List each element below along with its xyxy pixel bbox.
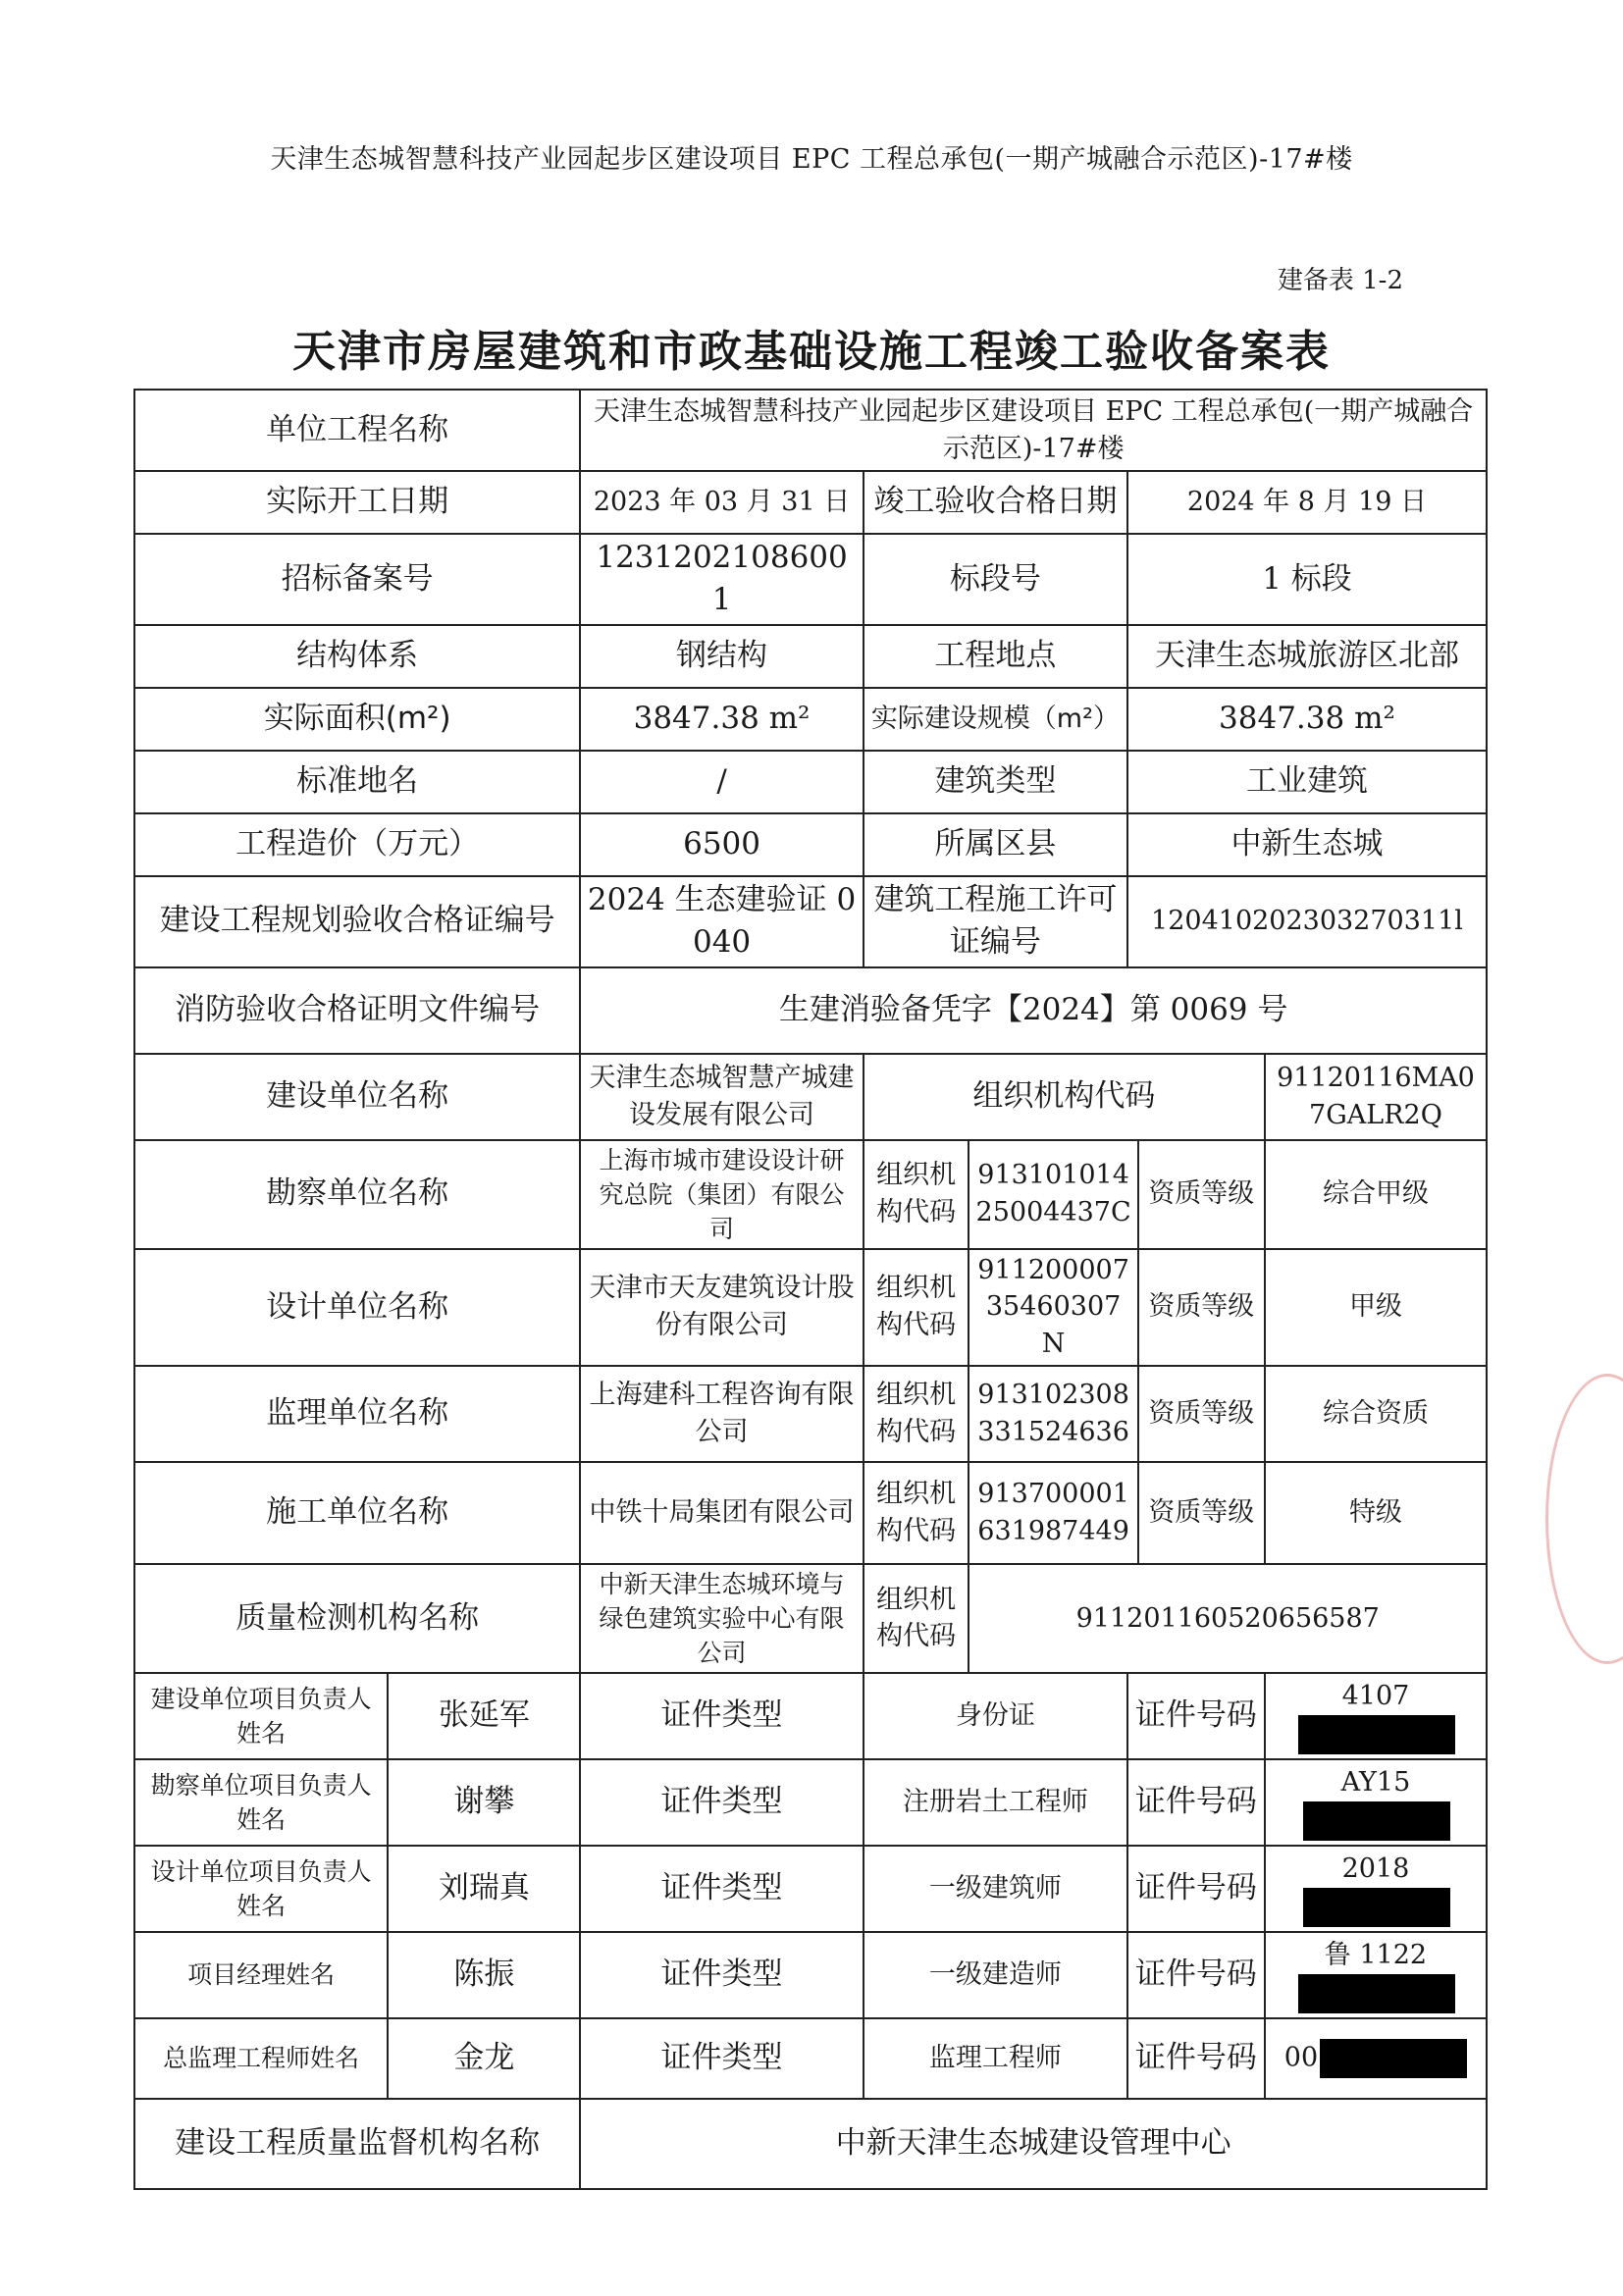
location-label: 工程地点 xyxy=(864,625,1127,688)
redaction-bar xyxy=(1303,1888,1450,1927)
builder-org-code-value: 91120116MA07GALR2Q xyxy=(1265,1054,1487,1140)
person-cert-type: 一级建筑师 xyxy=(864,1846,1127,1932)
fire-cert-label: 消防验收合格证明文件编号 xyxy=(134,967,580,1054)
building-type-label: 建筑类型 xyxy=(864,751,1127,813)
person-cert-type: 一级建造师 xyxy=(864,1932,1127,2018)
person-name: 张延军 xyxy=(388,1673,580,1759)
row-supervision xyxy=(134,1366,1487,1462)
row-place xyxy=(134,751,1487,813)
cert-no-prefix: 00 xyxy=(1283,2042,1319,2073)
design-org-code-value: 91120000735460307N xyxy=(969,1249,1137,1366)
row-dates xyxy=(134,471,1487,534)
person-cert-type: 监理工程师 xyxy=(864,2018,1127,2099)
row-unit-project xyxy=(134,390,1487,471)
construction-label: 施工单位名称 xyxy=(134,1462,580,1564)
cert-type-label: 证件类型 xyxy=(580,1846,864,1932)
structure-label: 结构体系 xyxy=(134,625,580,688)
survey-label: 勘察单位名称 xyxy=(134,1140,580,1249)
bid-record-no-label: 招标备案号 xyxy=(134,534,580,625)
row-structure xyxy=(134,625,1487,688)
unit-project-name-value: 天津生态城智慧科技产业园起步区建设项目 EPC 工程总承包(一期产城融合示范区)-17#楼 xyxy=(580,390,1487,471)
quality-supervision-label: 建设工程质量监督机构名称 xyxy=(134,2099,580,2189)
testing-org-code-value: 911201160520656587 xyxy=(969,1564,1487,1673)
testing-label: 质量检测机构名称 xyxy=(134,1564,580,1673)
survey-qual-label: 资质等级 xyxy=(1138,1140,1265,1249)
structure-value: 钢结构 xyxy=(580,625,864,688)
person-cert-type: 身份证 xyxy=(864,1673,1127,1759)
cert-no-label: 证件号码 xyxy=(1127,2018,1265,2099)
survey-org-code-label: 组织机构代码 xyxy=(864,1140,969,1249)
cert-no-prefix: 4107 xyxy=(1341,1681,1410,1712)
person-role: 勘察单位项目负责人姓名 xyxy=(134,1759,388,1846)
supervision-qual-value: 综合资质 xyxy=(1265,1366,1487,1462)
redaction-bar xyxy=(1298,1974,1455,2013)
person-row xyxy=(134,1932,1487,2018)
permit-value: 120410202303270311l xyxy=(1127,876,1487,967)
supervision-value: 上海建科工程咨询有限公司 xyxy=(580,1366,864,1462)
actual-area-label: 实际面积(m²) xyxy=(134,688,580,751)
build-scale-value: 3847.38 m² xyxy=(1127,688,1487,751)
actual-area-value: 3847.38 m² xyxy=(580,688,864,751)
start-date-value: 2023 年 03 月 31 日 xyxy=(580,471,864,534)
person-cert-no xyxy=(1265,1846,1487,1932)
section-label: 标段号 xyxy=(864,534,1127,625)
builder-label: 建设单位名称 xyxy=(134,1054,580,1140)
form-number: 建备表 1-2 xyxy=(1277,266,1403,295)
project-header-line: 天津生态城智慧科技产业园起步区建设项目 EPC 工程总承包(一期产城融合示范区)-17#楼 xyxy=(270,144,1353,175)
construction-value: 中铁十局集团有限公司 xyxy=(580,1462,864,1564)
design-label: 设计单位名称 xyxy=(134,1249,580,1366)
person-role: 总监理工程师姓名 xyxy=(134,2018,388,2099)
row-fire xyxy=(134,967,1487,1054)
person-cert-no xyxy=(1265,1759,1487,1846)
building-type-value: 工业建筑 xyxy=(1127,751,1487,813)
person-name: 陈振 xyxy=(388,1932,580,2018)
person-role: 设计单位项目负责人姓名 xyxy=(134,1846,388,1932)
supervision-org-code-label: 组织机构代码 xyxy=(864,1366,969,1462)
cert-type-label: 证件类型 xyxy=(580,1673,864,1759)
cert-type-label: 证件类型 xyxy=(580,2018,864,2099)
quality-supervision-value: 中新天津生态城建设管理中心 xyxy=(580,2099,1487,2189)
testing-value: 中新天津生态城环境与绿色建筑实验中心有限公司 xyxy=(580,1564,864,1673)
cost-value: 6500 xyxy=(580,813,864,876)
design-value: 天津市天友建筑设计股份有限公司 xyxy=(580,1249,864,1366)
person-row xyxy=(134,1673,1487,1759)
person-cert-no xyxy=(1265,1932,1487,2018)
person-cert-type: 注册岩土工程师 xyxy=(864,1759,1127,1846)
person-name: 金龙 xyxy=(388,2018,580,2099)
start-date-label: 实际开工日期 xyxy=(134,471,580,534)
bid-record-no-value: 12312021086001 xyxy=(580,534,864,625)
cert-no-prefix: 2018 xyxy=(1341,1853,1410,1885)
cert-no-label: 证件号码 xyxy=(1127,1673,1265,1759)
cert-no-label: 证件号码 xyxy=(1127,1846,1265,1932)
redaction-bar xyxy=(1303,1801,1450,1841)
build-scale-label: 实际建设规模（m²） xyxy=(864,688,1127,751)
section-value: 1 标段 xyxy=(1127,534,1487,625)
construction-qual-label: 资质等级 xyxy=(1138,1462,1265,1564)
person-row xyxy=(134,1759,1487,1846)
design-qual-label: 资质等级 xyxy=(1138,1249,1265,1366)
survey-qual-value: 综合甲级 xyxy=(1265,1140,1487,1249)
district-label: 所属区县 xyxy=(864,813,1127,876)
row-area xyxy=(134,688,1487,751)
row-bid xyxy=(134,534,1487,625)
person-row xyxy=(134,1846,1487,1932)
supervision-org-code-value: 913102308331524636 xyxy=(969,1366,1137,1462)
person-role: 建设单位项目负责人姓名 xyxy=(134,1673,388,1759)
construction-qual-value: 特级 xyxy=(1265,1462,1487,1564)
planning-cert-label: 建设工程规划验收合格证编号 xyxy=(134,876,580,967)
row-survey xyxy=(134,1140,1487,1249)
redaction-bar xyxy=(1298,1715,1455,1754)
row-cost xyxy=(134,813,1487,876)
row-builder xyxy=(134,1054,1487,1140)
cost-label: 工程造价（万元） xyxy=(134,813,580,876)
cert-type-label: 证件类型 xyxy=(580,1759,864,1846)
builder-value: 天津生态城智慧产城建设发展有限公司 xyxy=(580,1054,864,1140)
unit-project-name-label: 单位工程名称 xyxy=(134,390,580,471)
std-place-name-label: 标准地名 xyxy=(134,751,580,813)
construction-org-code-label: 组织机构代码 xyxy=(864,1462,969,1564)
supervision-label: 监理单位名称 xyxy=(134,1366,580,1462)
fire-cert-value: 生建消验备凭字【2024】第 0069 号 xyxy=(580,967,1487,1054)
survey-org-code-value: 91310101425004437C xyxy=(969,1140,1137,1249)
district-value: 中新生态城 xyxy=(1127,813,1487,876)
person-cert-no xyxy=(1265,1673,1487,1759)
person-row xyxy=(134,2018,1487,2099)
cert-type-label: 证件类型 xyxy=(580,1932,864,2018)
design-org-code-label: 组织机构代码 xyxy=(864,1249,969,1366)
person-name: 刘瑞真 xyxy=(388,1846,580,1932)
cert-no-prefix: AY15 xyxy=(1340,1767,1411,1799)
red-seal-stamp xyxy=(1545,1374,1623,1664)
row-construction xyxy=(134,1462,1487,1564)
location-value: 天津生态城旅游区北部 xyxy=(1127,625,1487,688)
acceptance-date-label: 竣工验收合格日期 xyxy=(864,471,1127,534)
person-cert-no xyxy=(1265,2018,1487,2099)
supervision-qual-label: 资质等级 xyxy=(1138,1366,1265,1462)
form-title: 天津市房屋建筑和市政基础设施工程竣工验收备案表 xyxy=(292,327,1331,377)
row-design xyxy=(134,1249,1487,1366)
survey-value: 上海市城市建设设计研究总院（集团）有限公司 xyxy=(580,1140,864,1249)
cert-no-label: 证件号码 xyxy=(1127,1759,1265,1846)
design-qual-value: 甲级 xyxy=(1265,1249,1487,1366)
builder-org-code-label: 组织机构代码 xyxy=(864,1054,1265,1140)
permit-label: 建筑工程施工许可证编号 xyxy=(864,876,1127,967)
planning-cert-value: 2024 生态建验证 0040 xyxy=(580,876,864,967)
cert-no-label: 证件号码 xyxy=(1127,1932,1265,2018)
row-certs xyxy=(134,876,1487,967)
construction-org-code-value: 913700001631987449 xyxy=(969,1462,1137,1564)
redaction-bar xyxy=(1320,2039,1467,2078)
cert-no-prefix: 鲁 1122 xyxy=(1324,1940,1428,1971)
record-table-wrapper xyxy=(133,389,1488,2190)
record-table xyxy=(133,389,1488,2190)
row-quality-supervision xyxy=(134,2099,1487,2189)
acceptance-date-value: 2024 年 8 月 19 日 xyxy=(1127,471,1487,534)
std-place-name-value: / xyxy=(580,751,864,813)
person-role: 项目经理姓名 xyxy=(134,1932,388,2018)
testing-org-code-label: 组织机构代码 xyxy=(864,1564,969,1673)
person-name: 谢攀 xyxy=(388,1759,580,1846)
row-testing xyxy=(134,1564,1487,1673)
